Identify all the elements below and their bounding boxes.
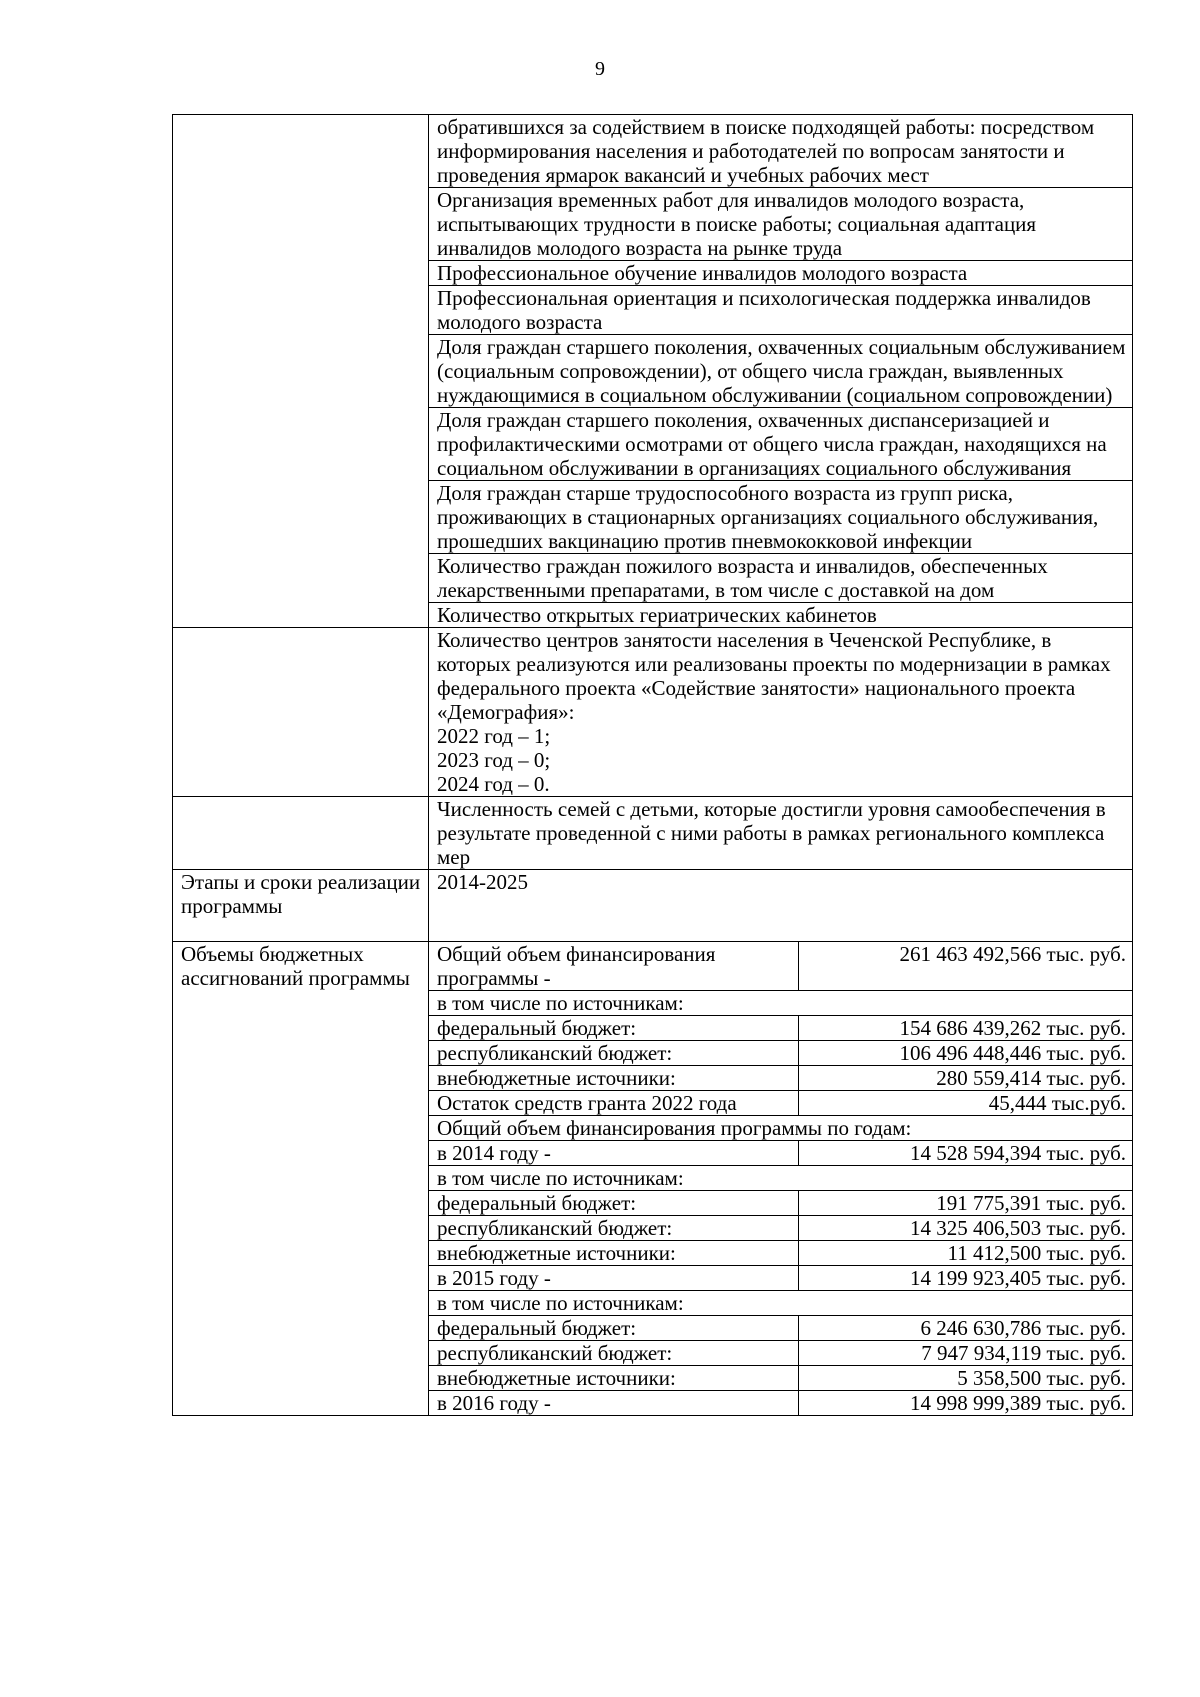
indicator-cell: Количество открытых гериатрических кабинетов: [429, 603, 1133, 628]
source-value: 7 947 934,119 тыс. руб.: [799, 1341, 1133, 1366]
year-value-line: 2023 год – 0;: [437, 748, 551, 772]
by-year-label: Общий объем финансирования программы по годам:: [429, 1116, 1133, 1141]
indicator-cell: Профессиональная ориентация и психологическая поддержка инвалидов молодого возраста: [429, 286, 1133, 335]
budget-total-label: Общий объем финансирования программы -: [429, 942, 799, 991]
page-number: 9: [595, 58, 605, 80]
indicator-cell: Доля граждан старшего поколения, охваченных социальным обслуживанием (социальным сопровождении), от общего числа граждан, выявленных нуждающимися в социальном обслуживании (социальном сопровождении): [429, 335, 1133, 408]
table-row: [173, 797, 1133, 870]
source-label: Остаток средств гранта 2022 года: [429, 1091, 799, 1116]
table-row: [173, 870, 1133, 942]
source-label: федеральный бюджет:: [429, 1191, 799, 1216]
stages-value: 2014-2025: [429, 870, 1133, 942]
employment-centers-cell: [429, 628, 1133, 797]
year-value: 14 199 923,405 тыс. руб.: [799, 1266, 1133, 1291]
program-passport-table: [172, 114, 1133, 1416]
year-value: 14 998 999,389 тыс. руб.: [799, 1391, 1133, 1416]
table-row: [173, 942, 1133, 991]
indicator-cell: Доля граждан старшего поколения, охваченных диспансеризацией и профилактическими осмотрами от общего числа граждан, находящихся на социальном обслуживании в организациях социального обслуживания: [429, 408, 1133, 481]
indicator-cell: Профессиональное обучение инвалидов молодого возраста: [429, 261, 1133, 286]
empty-label-cell: [173, 628, 429, 797]
source-label: федеральный бюджет:: [429, 1316, 799, 1341]
empty-label-cell: [173, 115, 429, 628]
indicator-cell: Доля граждан старше трудоспособного возраста из групп риска, проживающих в стационарных организациях социального обслуживания, прошедших вакцинацию против пневмококковой инфекции: [429, 481, 1133, 554]
source-value: 45,444 тыс.руб.: [799, 1091, 1133, 1116]
source-value: 106 496 448,446 тыс. руб.: [799, 1041, 1133, 1066]
indicator-cell: Количество граждан пожилого возраста и инвалидов, обеспеченных лекарственными препаратами, в том числе с доставкой на дом: [429, 554, 1133, 603]
table-row: [173, 628, 1133, 797]
source-label: республиканский бюджет:: [429, 1216, 799, 1241]
source-value: 154 686 439,262 тыс. руб.: [799, 1016, 1133, 1041]
indicator-cell: Численность семей с детьми, которые достигли уровня самообеспечения в результате проведенной с ними работы в рамках регионального комплекса мер: [429, 797, 1133, 870]
budget-total-value: 261 463 492,566 тыс. руб.: [799, 942, 1133, 991]
year-value-line: 2024 год – 0.: [437, 772, 550, 796]
source-label: внебюджетные источники:: [429, 1366, 799, 1391]
by-source-label: в том числе по источникам:: [429, 1291, 1133, 1316]
employment-centers-text: Количество центров занятости населения в Чеченской Республике, в которых реализуются или реализованы проекты по модернизации в рамках федерального проекта «Содействие занятости» национального проекта «Демография»:: [437, 628, 1111, 724]
empty-label-cell: [173, 797, 429, 870]
stages-label: Этапы и сроки реализации программы: [173, 870, 429, 942]
source-value: 5 358,500 тыс. руб.: [799, 1366, 1133, 1391]
by-source-label: в том числе по источникам:: [429, 991, 1133, 1016]
source-value: 191 775,391 тыс. руб.: [799, 1191, 1133, 1216]
year-value: 14 528 594,394 тыс. руб.: [799, 1141, 1133, 1166]
indicator-cell: Организация временных работ для инвалидов молодого возраста, испытывающих трудности в поиске работы; социальная адаптация инвалидов молодого возраста на рынке труда: [429, 188, 1133, 261]
source-value: 280 559,414 тыс. руб.: [799, 1066, 1133, 1091]
indicator-cell: обратившихся за содействием в поиске подходящей работы: посредством информирования населения и работодателей по вопросам занятости и проведения ярмарок вакансий и учебных рабочих мест: [429, 115, 1133, 188]
year-label: в 2015 году -: [429, 1266, 799, 1291]
source-value: 6 246 630,786 тыс. руб.: [799, 1316, 1133, 1341]
source-label: федеральный бюджет:: [429, 1016, 799, 1041]
source-label: республиканский бюджет:: [429, 1041, 799, 1066]
year-value-line: 2022 год – 1;: [437, 724, 551, 748]
source-label: республиканский бюджет:: [429, 1341, 799, 1366]
source-value: 14 325 406,503 тыс. руб.: [799, 1216, 1133, 1241]
budget-label: Объемы бюджетных ассигнований программы: [173, 942, 429, 1416]
source-value: 11 412,500 тыс. руб.: [799, 1241, 1133, 1266]
table-row: [173, 115, 1133, 188]
source-label: внебюджетные источники:: [429, 1066, 799, 1091]
by-source-label: в том числе по источникам:: [429, 1166, 1133, 1191]
year-label: в 2014 году -: [429, 1141, 799, 1166]
source-label: внебюджетные источники:: [429, 1241, 799, 1266]
year-label: в 2016 году -: [429, 1391, 799, 1416]
